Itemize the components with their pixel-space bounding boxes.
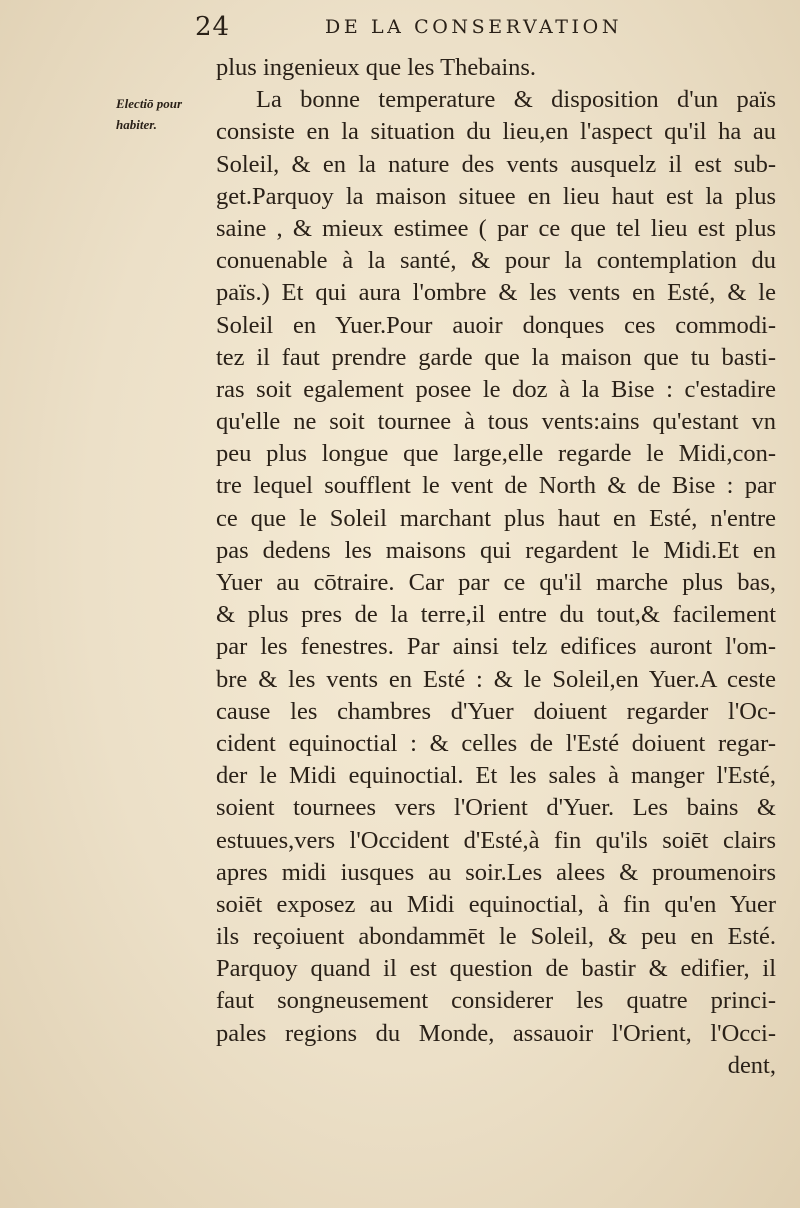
text-line: estuues,vers l'Occident d'Esté,à fin qu'ils soiēt clairs	[216, 826, 776, 854]
margin-note	[116, 93, 208, 135]
text-line: peu plus longue que large,elle regarde le Midi,con-	[216, 440, 776, 468]
text-line: pales regions du Monde, assauoir l'Orient, l'Occi-	[216, 1019, 776, 1047]
text-line: saine , & mieux estimee ( par ce que tel lieu est plus	[216, 214, 776, 242]
running-head: DE LA CONSERVATION	[325, 16, 623, 38]
margin-note-line: habiter.	[116, 117, 157, 132]
text-line: ce que le Soleil marchant plus haut en Esté, n'entre	[216, 504, 776, 532]
text-line: soient tournees vers l'Orient d'Yuer. Les bains &	[216, 794, 776, 822]
text-line: ils reçoiuent abondammēt le Soleil, & peu en Esté.	[216, 923, 776, 951]
text-line: tre lequel soufflent le vent de North & de Bise : par	[216, 472, 776, 500]
text-line: bre & les vents en Esté : & le Soleil,en Yuer.A ceste	[216, 665, 776, 693]
text-line: cause les chambres d'Yuer doiuent regarder l'Oc-	[216, 697, 776, 725]
text-line: conuenable à la santé, & pour la contemplation du	[216, 247, 776, 275]
body-text	[216, 52, 776, 1082]
text-line: soiēt exposez au Midi equinoctial, à fin qu'en Yuer	[216, 890, 776, 918]
text-line: La bonne temperature & disposition d'un païs	[256, 86, 776, 114]
text-line: der le Midi equinoctial. Et les sales à manger l'Esté,	[216, 762, 776, 790]
text-line: Soleil en Yuer.Pour auoir donques ces commodi-	[216, 311, 776, 339]
text-line: qu'elle ne soit tournee à tous vents:ains qu'estant vn	[216, 408, 776, 436]
text-line: Parquoy quand il est question de bastir & edifier, il	[216, 955, 776, 983]
text-line: get.Parquoy la maison situee en lieu haut est la plus	[216, 182, 776, 210]
page-number: 24	[195, 12, 231, 42]
catchword: dent,	[727, 1051, 776, 1079]
text-line: pas dedens les maisons qui regardent le Midi.Et en	[216, 536, 776, 564]
text-line: faut songneusement considerer les quatre princi-	[216, 987, 776, 1015]
text-line: tez il faut prendre garde que la maison que tu basti-	[216, 343, 776, 371]
text-line: & plus pres de la terre,il entre du tout,& facilement	[216, 601, 776, 629]
text-line: consiste en la situation du lieu,en l'aspect qu'il ha au	[216, 118, 776, 146]
text-line: ras soit egalement posee le doz à la Bise : c'estadire	[216, 375, 776, 403]
text-line: païs.) Et qui aura l'ombre & les vents en Esté, & le	[216, 279, 776, 307]
text-line: Soleil, & en la nature des vents ausquelz il est sub-	[216, 150, 776, 178]
text-line: cident equinoctial : & celles de l'Esté doiuent regar-	[216, 729, 776, 757]
text-line: par les fenestres. Par ainsi telz edifices auront l'om-	[216, 633, 776, 661]
margin-note-line: Electiō pour	[116, 96, 183, 111]
text-line: Yuer au cōtraire. Car par ce qu'il marche plus bas,	[216, 569, 776, 596]
text-line: plus ingenieux que les Thebains.	[216, 54, 537, 81]
text-line: apres midi iusques au soir.Les alees & proumenoirs	[216, 858, 776, 886]
